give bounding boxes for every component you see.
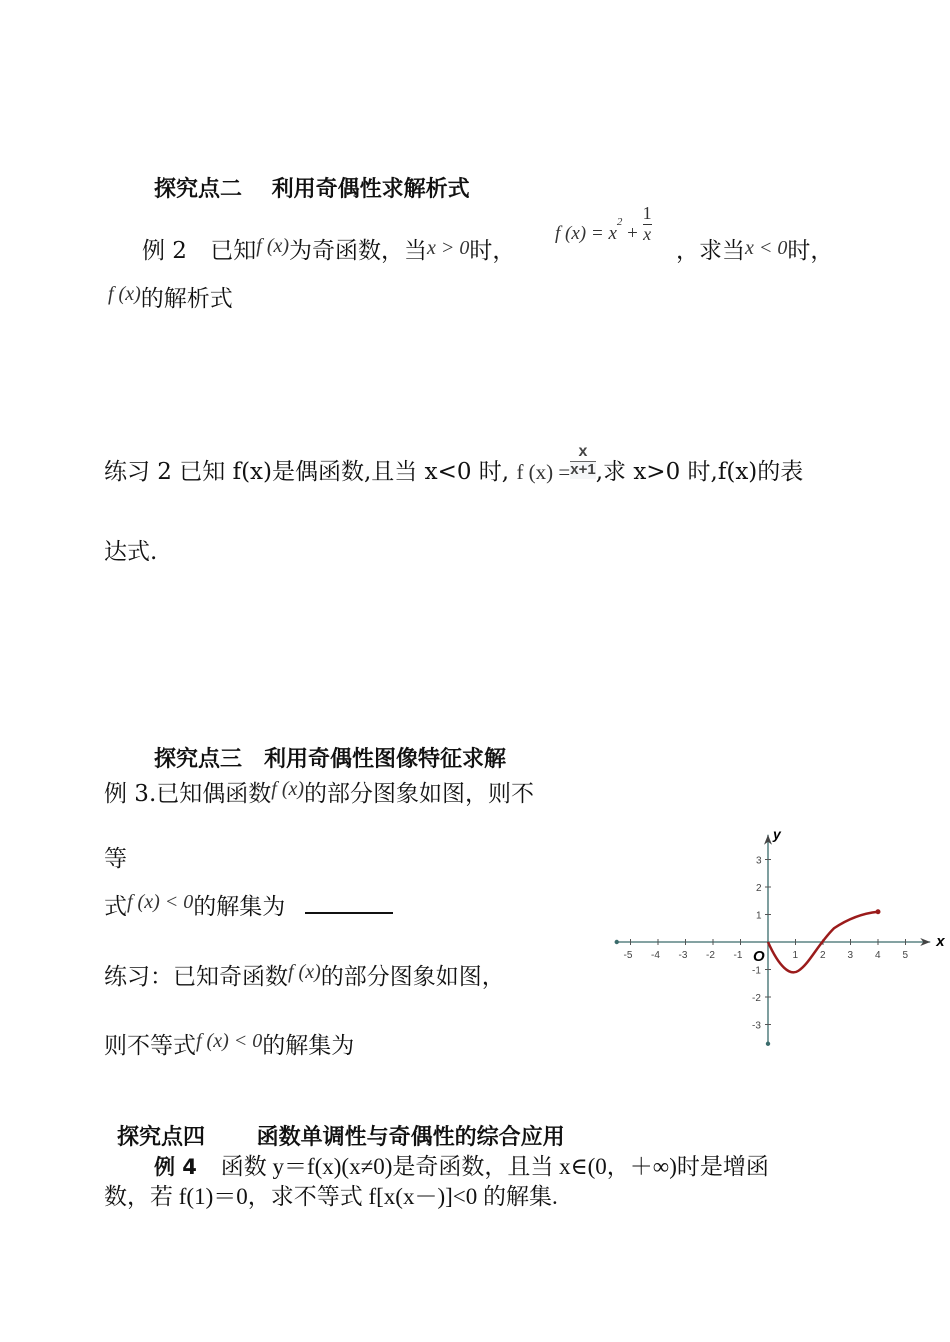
y-tick-label: 2: [756, 883, 762, 894]
section3-heading: 探究点三 利用奇偶性图像特征求解: [154, 747, 507, 772]
practice3-text1: 练习：已知奇函数: [104, 964, 288, 990]
fx-symbol: f (x): [288, 961, 321, 983]
x-tick-label: 2: [820, 950, 826, 961]
x-tick-label: -3: [678, 950, 688, 961]
graph-ticks: [624, 856, 909, 1032]
example2-text6: 的解析式: [140, 286, 233, 312]
formula-denominator: x: [643, 223, 652, 244]
practice2-fx: f (x) =: [516, 460, 571, 484]
x-tick-label: -5: [623, 950, 633, 961]
example3-line1: [104, 775, 534, 808]
curve-endpoint: [876, 909, 881, 914]
x-tick-label: -1: [733, 950, 743, 961]
example2-line1: [142, 232, 515, 265]
example2-text5: 时，: [787, 238, 834, 264]
fx-symbol: f (x): [271, 778, 305, 800]
x-tick-label: 1: [792, 950, 799, 961]
example4-line1: [104, 1148, 769, 1181]
x-tick-label: 5: [902, 950, 909, 961]
example4-line2: 数，若 f(1)＝0，求不等式 f[x(x－)]<0 的解集.: [104, 1184, 558, 1209]
x-tick-label: 3: [847, 950, 854, 961]
example3-line2: 等: [104, 846, 127, 872]
formula-exponent: 2: [616, 216, 623, 229]
example2-text4: ，求当: [676, 238, 745, 264]
condition-x-positive: x > 0: [427, 237, 470, 259]
practice2-denominator: x+1: [570, 461, 596, 479]
practice2-text1: 练习 2 已知 f(x)是偶函数,且当 x<0 时,: [104, 459, 510, 485]
example2-line2: [108, 280, 233, 313]
formula-lhs: f (x) = x: [555, 222, 617, 244]
x-axis-label: x: [936, 933, 945, 950]
section4-heading: 探究点四 函数单调性与奇偶性的综合应用: [117, 1125, 565, 1150]
example2-text3: 时，: [469, 238, 516, 264]
formula-numerator: 1: [642, 203, 652, 223]
fx-symbol: f (x): [256, 235, 290, 257]
y-tick-label: -3: [752, 1020, 761, 1032]
practice2-numerator: x: [578, 443, 588, 461]
example2-line1-end: [676, 232, 833, 265]
x-tick-label: -4: [651, 950, 660, 961]
section2-heading: 探究点二 利用奇偶性求解析式: [154, 177, 470, 202]
origin-label: O: [753, 948, 765, 965]
condition-x-negative: x < 0: [745, 237, 788, 259]
y-tick-label: 3: [756, 855, 762, 867]
example2-label: 例 2: [142, 238, 187, 264]
example2-text2: 为奇函数，当: [289, 238, 428, 264]
example3-line3: [104, 888, 393, 921]
example3-text2: 的部分图象如图，则不: [304, 781, 535, 807]
practice2-line1: [104, 443, 804, 491]
example2-formula: [555, 204, 652, 245]
practice3-text3: 则不等式: [104, 1033, 196, 1059]
practice3-line2: [104, 1027, 354, 1060]
y-tick-label: -1: [752, 965, 761, 977]
practice3-text4: 的解集为: [262, 1033, 355, 1059]
practice2-fraction: [570, 443, 595, 478]
practice2-line2: 达式.: [104, 539, 158, 565]
formula-fraction: [643, 204, 652, 245]
fx-symbol: f (x): [108, 283, 141, 305]
example3-text5: 的解集为: [193, 894, 286, 920]
example4-label: 例 4: [154, 1155, 197, 1179]
inequality-fx-negative: f (x) < 0: [127, 891, 194, 913]
y-axis-endpoint: [766, 1042, 770, 1046]
x-axis-endpoint: [615, 940, 619, 944]
x-tick-label: -2: [706, 950, 715, 961]
graph-axes: [615, 835, 931, 1046]
x-tick-label: 4: [875, 950, 881, 961]
y-tick-label: 1: [756, 910, 762, 922]
function-graph: [605, 820, 945, 1050]
formula-plus: +: [627, 222, 638, 244]
practice2-text2: ,求 x>0 时,f(x)的表: [595, 459, 804, 485]
inequality-fx-negative: f (x) < 0: [196, 1030, 263, 1052]
y-tick-label: -2: [752, 993, 761, 1004]
example4-text1: 函数 y＝f(x)(x≠0)是奇函数，且当 x∈(0，＋∞)时是增函: [220, 1154, 769, 1179]
answer-blank[interactable]: [305, 892, 393, 914]
example3-text4: 式: [104, 894, 127, 920]
example2-text1: 已知: [210, 238, 257, 264]
example3-text1: 例 3.已知偶函数: [104, 781, 272, 807]
practice3-text2: 的部分图象如图，: [320, 964, 505, 990]
y-axis-label: y: [773, 825, 781, 842]
practice3-line1: [104, 958, 505, 991]
